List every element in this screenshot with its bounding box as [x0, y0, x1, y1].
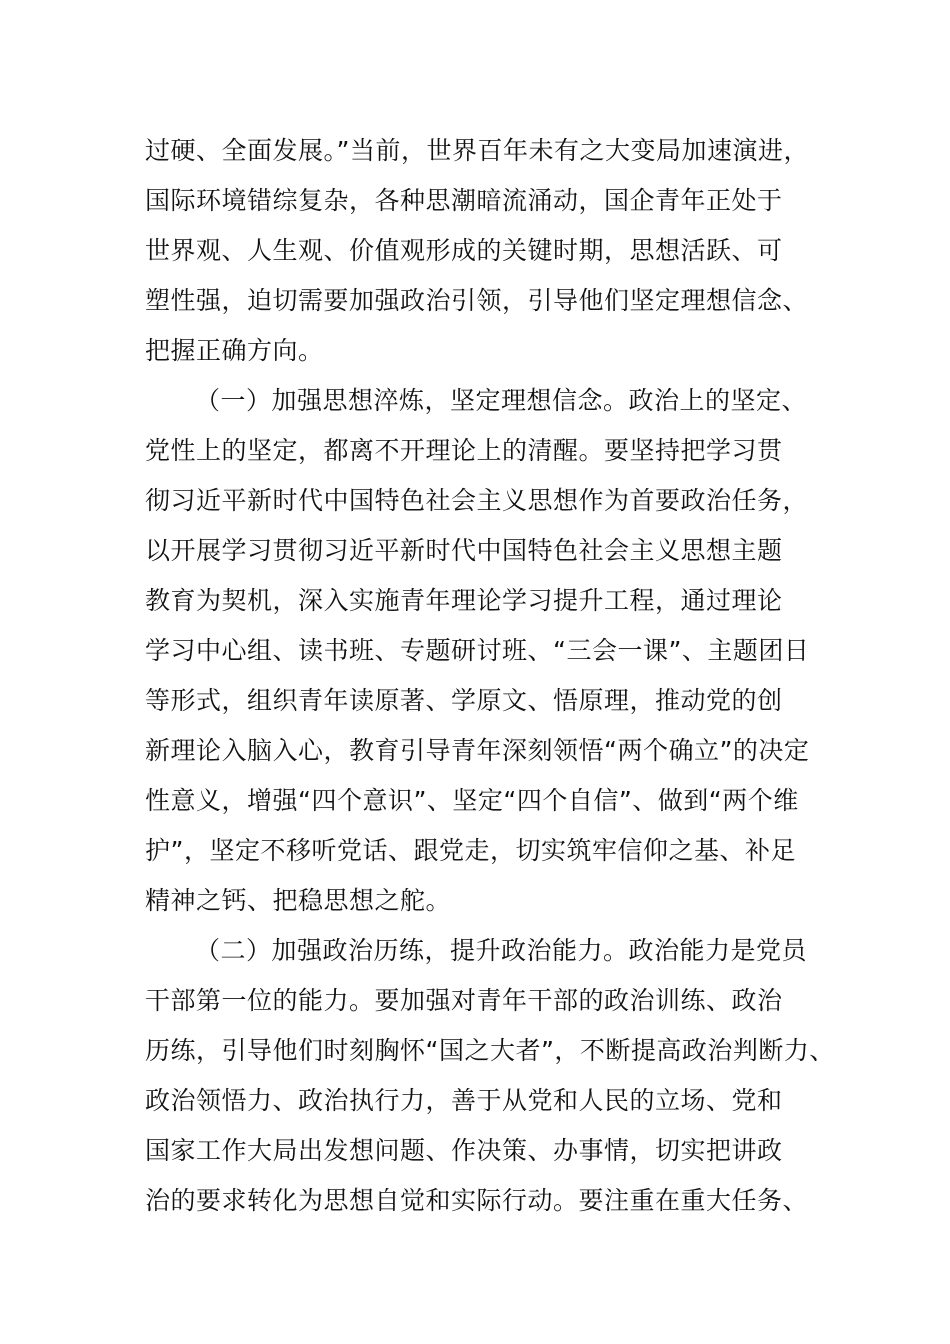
text-line: 国际环境错综复杂，各种思潮暗流涌动，国企青年正处于	[145, 186, 783, 215]
text-line: 把握正确方向。	[145, 336, 324, 365]
text-line: 新理论入脑入心，教育引导青年深刻领悟“两个确立”的决定	[145, 736, 810, 765]
text-line: 党性上的坚定，都离不开理论上的清醒。要坚持把学习贯	[145, 436, 783, 465]
text-line: 国家工作大局出发想问题、作决策、办事情，切实把讲政	[145, 1136, 783, 1165]
text-line: 以开展学习贯彻习近平新时代中国特色社会主义思想主题	[145, 536, 783, 565]
text-line: 精神之钙、把稳思想之舵。	[145, 886, 452, 915]
text-line: 等形式，组织青年读原著、学原文、悟原理，推动党的创	[145, 686, 783, 715]
text-line: 塑性强，迫切需要加强政治引领，引导他们坚定理想信念、	[145, 286, 809, 315]
text-line: 教育为契机，深入实施青年理论学习提升工程，通过理论	[145, 586, 783, 615]
text-line: 学习中心组、读书班、专题研讨班、“三会一课”、主题团日	[145, 636, 810, 665]
text-line: 治的要求转化为思想自觉和实际行动。要注重在重大任务、	[145, 1186, 809, 1215]
section-heading-line: （二）加强政治历练，提升政治能力。政治能力是党员	[195, 936, 808, 965]
text-line: 过硬、全面发展。”当前，世界百年未有之大变局加速演进，	[145, 136, 809, 165]
text-line: 性意义，增强“四个意识”、坚定“四个自信”、做到“两个维	[145, 786, 799, 815]
text-line: 干部第一位的能力。要加强对青年干部的政治训练、政治	[145, 986, 783, 1015]
section-heading-line: （一）加强思想淬炼，坚定理想信念。政治上的坚定、	[195, 386, 808, 415]
text-line: 彻习近平新时代中国特色社会主义思想作为首要政治任务，	[145, 486, 809, 515]
text-line: 历练，引导他们时刻胸怀“国之大者”，不断提高政治判断力、	[145, 1036, 835, 1065]
text-line: 护”，坚定不移听党话、跟党走，切实筑牢信仰之基、补足	[145, 836, 796, 865]
text-line: 世界观、人生观、价值观形成的关键时期，思想活跃、可	[145, 236, 783, 265]
text-line: 政治领悟力、政治执行力，善于从党和人民的立场、党和	[145, 1086, 783, 1115]
